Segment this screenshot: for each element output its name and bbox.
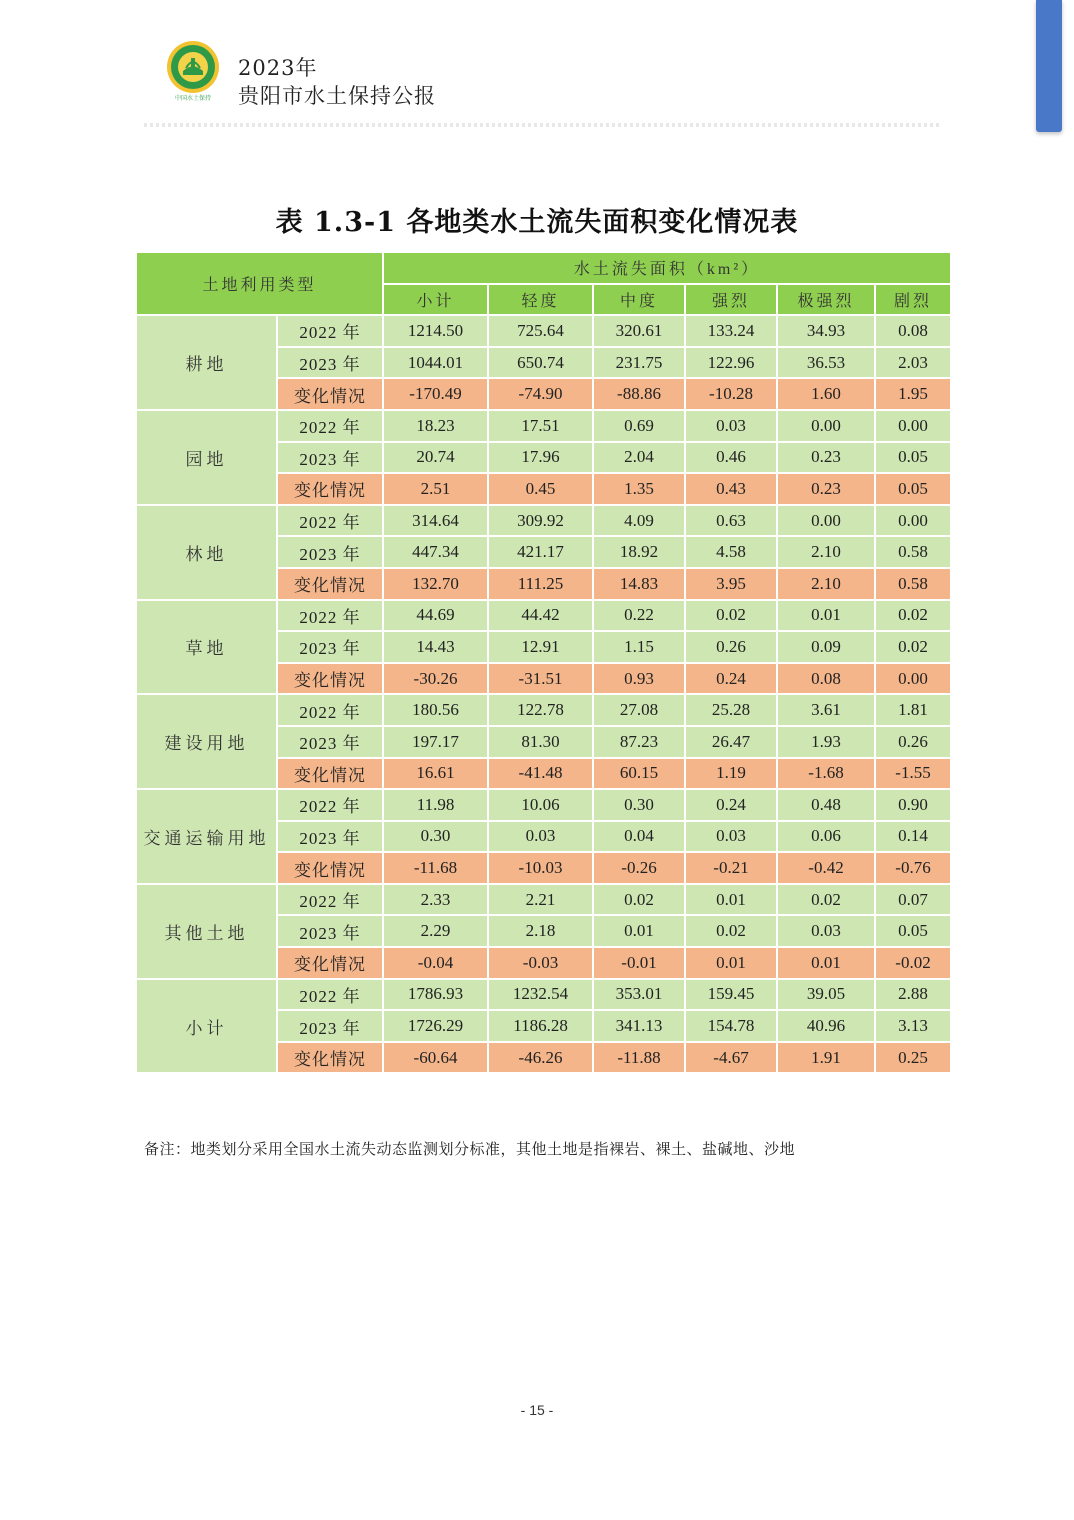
value-cell: 0.26 (685, 631, 777, 663)
value-cell: 0.23 (777, 442, 875, 474)
value-cell: 1.95 (875, 378, 951, 410)
value-cell: 0.05 (875, 442, 951, 474)
value-cell: 0.02 (875, 600, 951, 632)
value-cell: 36.53 (777, 347, 875, 379)
table-row (136, 505, 951, 537)
value-cell: 4.09 (593, 505, 685, 537)
value-cell: 10.06 (488, 789, 593, 821)
value-cell: 14.83 (593, 568, 685, 600)
row-label-cell: 2022 年 (277, 505, 383, 537)
value-cell: 0.58 (875, 568, 951, 600)
value-cell: 0.01 (685, 884, 777, 916)
land-type-cell: 草地 (136, 600, 277, 695)
value-cell: -0.03 (488, 947, 593, 979)
value-cell: 0.08 (777, 663, 875, 695)
value-cell: -0.76 (875, 852, 951, 884)
value-cell: 44.42 (488, 600, 593, 632)
land-type-cell: 林地 (136, 505, 277, 600)
table-row (136, 410, 951, 442)
value-cell: 0.69 (593, 410, 685, 442)
row-label-cell: 2022 年 (277, 600, 383, 632)
land-type-cell: 建设用地 (136, 694, 277, 789)
value-cell: 3.13 (875, 1010, 951, 1042)
value-cell: 0.06 (777, 821, 875, 853)
value-cell: -30.26 (383, 663, 488, 695)
row-label-cell: 2023 年 (277, 821, 383, 853)
value-cell: 111.25 (488, 568, 593, 600)
table-row (136, 600, 951, 632)
value-cell: 44.69 (383, 600, 488, 632)
value-cell: 1.81 (875, 694, 951, 726)
value-cell: 447.34 (383, 536, 488, 568)
value-cell: 0.00 (875, 410, 951, 442)
value-cell: 314.64 (383, 505, 488, 537)
value-cell: 2.03 (875, 347, 951, 379)
row-label-cell: 变化情况 (277, 852, 383, 884)
value-cell: 122.96 (685, 347, 777, 379)
value-cell: 309.92 (488, 505, 593, 537)
value-cell: 3.61 (777, 694, 875, 726)
table-row (136, 694, 951, 726)
value-cell: 0.24 (685, 789, 777, 821)
row-label-cell: 变化情况 (277, 1042, 383, 1074)
value-cell: 1.91 (777, 1042, 875, 1074)
value-cell: 40.96 (777, 1010, 875, 1042)
col-severe: 剧烈 (875, 284, 951, 316)
value-cell: 4.58 (685, 536, 777, 568)
value-cell: 2.18 (488, 915, 593, 947)
value-cell: 1786.93 (383, 979, 488, 1011)
value-cell: 1726.29 (383, 1010, 488, 1042)
row-label-cell: 2023 年 (277, 536, 383, 568)
value-cell: 353.01 (593, 979, 685, 1011)
value-cell: 0.05 (875, 915, 951, 947)
col-light: 轻度 (488, 284, 593, 316)
value-cell: 0.30 (383, 821, 488, 853)
value-cell: -0.42 (777, 852, 875, 884)
erosion-area-table (135, 251, 952, 1074)
row-label-cell: 变化情况 (277, 473, 383, 505)
land-type-cell: 耕地 (136, 315, 277, 410)
value-cell: -10.03 (488, 852, 593, 884)
value-cell: 2.33 (383, 884, 488, 916)
value-cell: -46.26 (488, 1042, 593, 1074)
value-cell: 1186.28 (488, 1010, 593, 1042)
value-cell: 0.02 (593, 884, 685, 916)
value-cell: 0.93 (593, 663, 685, 695)
value-cell: -0.04 (383, 947, 488, 979)
value-cell: 0.01 (777, 947, 875, 979)
value-cell: 0.90 (875, 789, 951, 821)
value-cell: 0.01 (685, 947, 777, 979)
value-cell: -31.51 (488, 663, 593, 695)
header-divider (144, 123, 942, 127)
report-year: 2023年 (238, 56, 318, 80)
table-row (136, 884, 951, 916)
value-cell: -11.88 (593, 1042, 685, 1074)
value-cell: 133.24 (685, 315, 777, 347)
value-cell: -1.55 (875, 758, 951, 790)
table-row (136, 789, 951, 821)
value-cell: -60.64 (383, 1042, 488, 1074)
table-note: 备注：地类划分采用全国水土流失动态监测划分标准，其他土地是指裸岩、裸土、盐碱地、沙地 (144, 1140, 796, 1158)
value-cell: -0.02 (875, 947, 951, 979)
value-cell: 1.93 (777, 726, 875, 758)
value-cell: 0.03 (685, 821, 777, 853)
row-label-cell: 变化情况 (277, 568, 383, 600)
value-cell: 0.45 (488, 473, 593, 505)
value-cell: 1214.50 (383, 315, 488, 347)
value-cell: 0.23 (777, 473, 875, 505)
value-cell: -0.21 (685, 852, 777, 884)
value-cell: -4.67 (685, 1042, 777, 1074)
table-title: 表 1.3-1 各地类水土流失面积变化情况表 (275, 207, 799, 238)
value-cell: 0.58 (875, 536, 951, 568)
value-cell: 60.15 (593, 758, 685, 790)
table-body (136, 315, 951, 1073)
row-label-cell: 2023 年 (277, 347, 383, 379)
row-label-cell: 变化情况 (277, 378, 383, 410)
col-very-intense: 极强烈 (777, 284, 875, 316)
value-cell: -11.68 (383, 852, 488, 884)
value-cell: 180.56 (383, 694, 488, 726)
row-label-cell: 变化情况 (277, 947, 383, 979)
value-cell: 2.21 (488, 884, 593, 916)
land-type-header: 土地利用类型 (136, 252, 383, 315)
report-title: 贵阳市水土保持公报 (238, 84, 436, 108)
land-type-cell: 其他土地 (136, 884, 277, 979)
value-cell: 0.00 (875, 663, 951, 695)
value-cell: 132.70 (383, 568, 488, 600)
row-label-cell: 2023 年 (277, 1010, 383, 1042)
value-cell: 197.17 (383, 726, 488, 758)
row-label-cell: 2023 年 (277, 442, 383, 474)
value-cell: 0.00 (777, 410, 875, 442)
value-cell: -10.28 (685, 378, 777, 410)
value-cell: 17.51 (488, 410, 593, 442)
value-cell: 0.01 (593, 915, 685, 947)
col-moderate: 中度 (593, 284, 685, 316)
value-cell: 0.48 (777, 789, 875, 821)
value-cell: 0.00 (777, 505, 875, 537)
value-cell: 1.15 (593, 631, 685, 663)
row-label-cell: 变化情况 (277, 663, 383, 695)
value-cell: 0.02 (685, 915, 777, 947)
row-label-cell: 变化情况 (277, 758, 383, 790)
value-cell: 27.08 (593, 694, 685, 726)
value-cell: 0.24 (685, 663, 777, 695)
value-cell: 1232.54 (488, 979, 593, 1011)
value-cell: 0.07 (875, 884, 951, 916)
page-number: - 15 - (520, 1402, 554, 1418)
value-cell: 26.47 (685, 726, 777, 758)
value-cell: 25.28 (685, 694, 777, 726)
value-cell: 0.01 (777, 600, 875, 632)
value-cell: 1.35 (593, 473, 685, 505)
value-cell: 2.88 (875, 979, 951, 1011)
value-cell: 18.92 (593, 536, 685, 568)
value-cell: 0.02 (875, 631, 951, 663)
value-cell: 0.30 (593, 789, 685, 821)
value-cell: 725.64 (488, 315, 593, 347)
value-cell: -170.49 (383, 378, 488, 410)
erosion-area-header: 水土流失面积（km²） (383, 252, 951, 284)
value-cell: 1.19 (685, 758, 777, 790)
value-cell: 0.43 (685, 473, 777, 505)
value-cell: -88.86 (593, 378, 685, 410)
land-type-cell: 交通运输用地 (136, 789, 277, 884)
land-type-cell: 小计 (136, 979, 277, 1074)
value-cell: 154.78 (685, 1010, 777, 1042)
row-label-cell: 2022 年 (277, 789, 383, 821)
row-label-cell: 2022 年 (277, 979, 383, 1011)
value-cell: 0.00 (875, 505, 951, 537)
value-cell: 34.93 (777, 315, 875, 347)
value-cell: 122.78 (488, 694, 593, 726)
row-label-cell: 2023 年 (277, 915, 383, 947)
value-cell: -0.01 (593, 947, 685, 979)
value-cell: 0.14 (875, 821, 951, 853)
value-cell: 0.03 (777, 915, 875, 947)
row-label-cell: 2022 年 (277, 410, 383, 442)
value-cell: 39.05 (777, 979, 875, 1011)
value-cell: 1.60 (777, 378, 875, 410)
value-cell: 2.10 (777, 568, 875, 600)
value-cell: -41.48 (488, 758, 593, 790)
value-cell: 2.10 (777, 536, 875, 568)
value-cell: 0.63 (685, 505, 777, 537)
value-cell: 0.02 (777, 884, 875, 916)
value-cell: 320.61 (593, 315, 685, 347)
value-cell: 650.74 (488, 347, 593, 379)
value-cell: 11.98 (383, 789, 488, 821)
value-cell: -74.90 (488, 378, 593, 410)
value-cell: 0.22 (593, 600, 685, 632)
value-cell: 20.74 (383, 442, 488, 474)
row-label-cell: 2023 年 (277, 726, 383, 758)
value-cell: -1.68 (777, 758, 875, 790)
value-cell: 159.45 (685, 979, 777, 1011)
col-intense: 强烈 (685, 284, 777, 316)
value-cell: 2.04 (593, 442, 685, 474)
value-cell: 0.02 (685, 600, 777, 632)
value-cell: 0.08 (875, 315, 951, 347)
value-cell: 0.26 (875, 726, 951, 758)
row-label-cell: 2022 年 (277, 315, 383, 347)
value-cell: 0.46 (685, 442, 777, 474)
land-type-cell: 园地 (136, 410, 277, 505)
value-cell: 18.23 (383, 410, 488, 442)
value-cell: 0.25 (875, 1042, 951, 1074)
value-cell: 1044.01 (383, 347, 488, 379)
value-cell: 2.51 (383, 473, 488, 505)
value-cell: 341.13 (593, 1010, 685, 1042)
side-tab-marker (1036, 0, 1062, 132)
table-row (136, 315, 951, 347)
col-subtotal: 小计 (383, 284, 488, 316)
value-cell: 0.04 (593, 821, 685, 853)
value-cell: 0.03 (488, 821, 593, 853)
soil-conservation-logo (164, 40, 222, 102)
value-cell: 2.29 (383, 915, 488, 947)
value-cell: 16.61 (383, 758, 488, 790)
row-label-cell: 2023 年 (277, 631, 383, 663)
value-cell: -0.26 (593, 852, 685, 884)
value-cell: 0.03 (685, 410, 777, 442)
value-cell: 3.95 (685, 568, 777, 600)
value-cell: 0.05 (875, 473, 951, 505)
value-cell: 87.23 (593, 726, 685, 758)
value-cell: 17.96 (488, 442, 593, 474)
value-cell: 81.30 (488, 726, 593, 758)
value-cell: 14.43 (383, 631, 488, 663)
table-row (136, 979, 951, 1011)
row-label-cell: 2022 年 (277, 884, 383, 916)
report-header (238, 54, 436, 110)
value-cell: 421.17 (488, 536, 593, 568)
value-cell: 0.09 (777, 631, 875, 663)
value-cell: 12.91 (488, 631, 593, 663)
row-label-cell: 2022 年 (277, 694, 383, 726)
svg-text:中国水土保持: 中国水土保持 (174, 95, 212, 102)
value-cell: 231.75 (593, 347, 685, 379)
